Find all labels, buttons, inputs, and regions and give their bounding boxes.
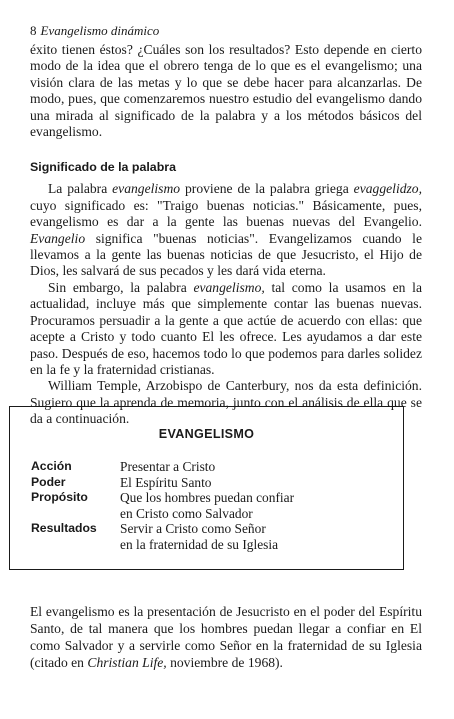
italic-text-run: evangelismo: [112, 181, 181, 197]
definition-term: Propósito: [31, 490, 88, 505]
closing-paragraph: [30, 603, 422, 671]
definition-term: Poder: [31, 474, 66, 489]
running-header: [30, 22, 422, 39]
text-run: significa "buenas noticias". Evangelizamos cuando le llevamos a la gente las buenas noticias de que Jesucristo, el Hijo de Dios, les salvará de sus pecados y les dará vida eterna.: [30, 230, 422, 279]
definition-box: [9, 406, 404, 570]
body-paragraph-1: [30, 181, 422, 279]
definition-value: [120, 475, 381, 491]
section-heading: Significado de la palabra: [30, 160, 176, 175]
definition-line: en la fraternidad de su Iglesia: [120, 536, 279, 552]
body-paragraph-2: [30, 280, 422, 378]
definition-value: [120, 459, 381, 475]
book-page: [30, 22, 422, 428]
definition-row: [31, 490, 381, 521]
definition-value: [120, 521, 381, 552]
text-run: noviembre de 1968).: [166, 655, 283, 670]
text-run: cuyo significado es: "Traigo buenas noticias." Básicamente, pues, evangelismo es dar a la gente las buenas nuevas del Evangelio.: [30, 197, 422, 230]
text-run: proviene de la palabra griega: [180, 181, 354, 197]
italic-text-run: Evangelio: [30, 230, 86, 246]
italic-text-run: evangelismo,: [193, 279, 265, 295]
page-number: 8: [30, 23, 37, 38]
text-run: Sin embargo, la palabra: [48, 279, 194, 295]
text-run: éxito tienen éstos? ¿Cuáles son los resultados? Esto depende en cierto modo de la idea que el obrero tenga de lo que es el evangelismo; una visión clara de las metas y lo que se debe hacer para alcanzarlas. De modo, pues, que comenzaremos nuestro estudio del evangelismo dando una mirada al significado de la palabra y a los métodos básicos del evangelismo.: [30, 42, 422, 140]
definition-value: [120, 490, 381, 521]
definition-term: Acción: [31, 459, 72, 473]
definition-row: [31, 475, 381, 491]
definition-rows: [31, 459, 381, 553]
definition-row: [31, 521, 381, 552]
definition-line: Presentar a Cristo: [120, 459, 216, 474]
running-title: Evangelismo dinámico: [40, 23, 160, 38]
text-run: William Temple, Arzobispo de Canterbury, nos da esta definición. Sugiero que la aprenda de memoria, junto con el análisis de ella que se da a continuación.: [30, 378, 422, 427]
definition-line: Que los hombres puedan confiar: [120, 490, 295, 506]
intro-paragraph: [30, 42, 422, 140]
text-run: El evangelismo es la presentación de Jesucristo en el poder del Espíritu Santo, de tal manera que los hombres puedan llegar a confiar en El como Salvador y a servirle como Señor en la fraternidad de su Iglesia (citado en: [30, 604, 422, 670]
definition-line: en Cristo como Salvador: [120, 505, 253, 521]
text-run: tal como la usamos en la actualidad, incluye más que simplemente contar las buenas nuevas. Procuramos persuadir a la gente a que actúe de acuerdo con ellas: que acepte a Cristo y todo cuanto El les ofrece. Les ayudamos a dar este paso. Después de eso, hacemos todo lo que podemos para darles solidez en la fe y la fraternidad cristianas.: [30, 279, 422, 377]
definition-line: Servir a Cristo como Señor: [120, 521, 266, 537]
closing-section: [30, 603, 422, 671]
text-run: La palabra: [48, 181, 113, 197]
definition-row: [31, 459, 381, 475]
italic-text-run: Christian Life,: [87, 655, 167, 670]
italic-text-run: evaggelidzo,: [353, 181, 422, 197]
definition-line: El Espíritu Santo: [120, 474, 212, 490]
definition-box-title: EVANGELISMO: [158, 427, 255, 441]
definition-term: Resultados: [31, 521, 97, 536]
